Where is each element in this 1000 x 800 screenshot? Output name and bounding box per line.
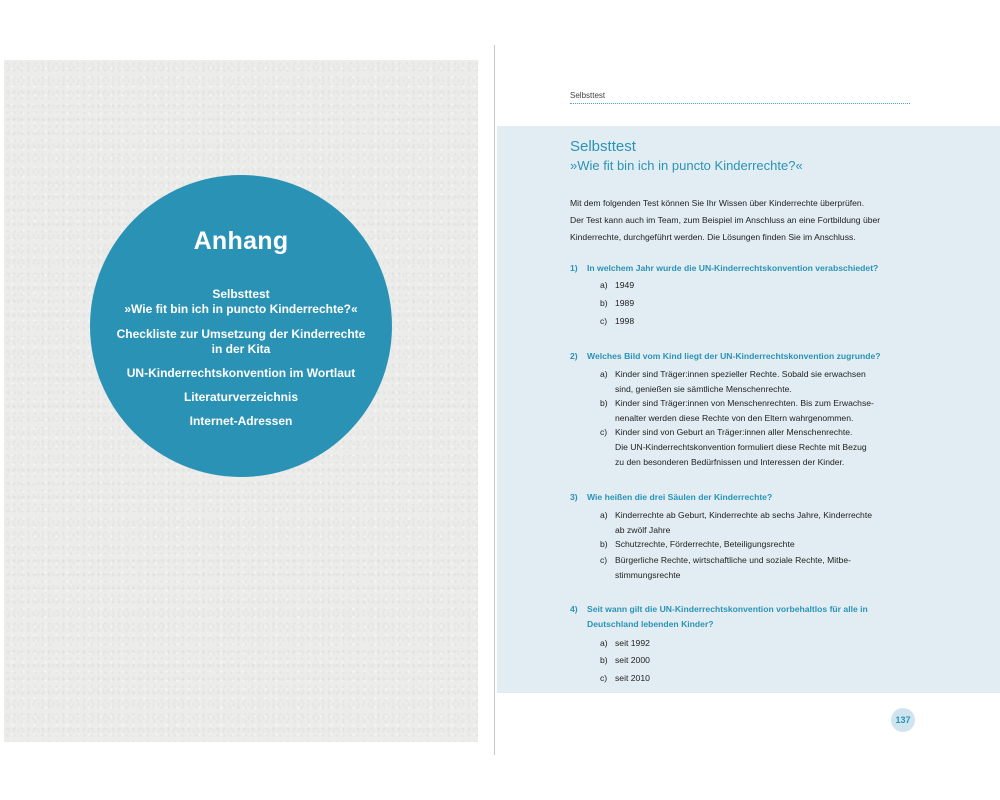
header-dotted-rule bbox=[570, 103, 910, 104]
appendix-circle bbox=[90, 175, 392, 477]
answer-text: seit 2010 bbox=[615, 673, 650, 683]
answer-text: Kinder sind von Geburt an Träger:innen aller Menschenrechte. Die UN-Kinderrechtskonvention formuliert diese Rechte mit Bezug zu den besonderen Bedürfnissen und Interessen der Kinder. bbox=[615, 427, 867, 467]
book-spine-divider bbox=[494, 45, 495, 755]
answer-letter: b) bbox=[600, 655, 608, 665]
answer-letter: c) bbox=[600, 316, 608, 326]
left-page-paper bbox=[4, 60, 478, 742]
answer-text: 1949 bbox=[615, 280, 635, 290]
answer-letter: b) bbox=[600, 398, 608, 408]
toc-item-internet: Internet-Adressen bbox=[189, 414, 293, 428]
answer-text: Kinder sind Träger:innen von Menschenrechten. Bis zum Erwachse- nenalter werden diese Rechte von den Eltern wahrgenommen. bbox=[615, 398, 874, 423]
question-text: Wie heißen die drei Säulen der Kinderrechte? bbox=[587, 492, 773, 502]
appendix-title: Anhang bbox=[193, 227, 289, 255]
answer-text: seit 1992 bbox=[615, 638, 650, 648]
answer-text: seit 2000 bbox=[615, 655, 650, 665]
answer-letter: a) bbox=[600, 369, 608, 379]
toc-item-checkliste: Checkliste zur Umsetzung der Kinderrechte in der Kita bbox=[116, 327, 366, 356]
question-number: 1) bbox=[570, 263, 578, 273]
question-text: Welches Bild vom Kind liegt der UN-Kinderrechtskonvention zugrunde? bbox=[587, 351, 881, 361]
answer-letter: b) bbox=[600, 539, 608, 549]
toc-item-konvention: UN-Kinderrechtskonvention im Wortlaut bbox=[126, 366, 356, 380]
answer-letter: a) bbox=[600, 280, 608, 290]
intro-line: Mit dem folgenden Test können Sie Ihr Wissen über Kinderrechte überprüfen. bbox=[570, 198, 865, 208]
answer-letter: c) bbox=[600, 427, 608, 437]
answer-text: Bürgerliche Rechte, wirtschaftliche und soziale Rechte, Mitbe- stimmungsrechte bbox=[615, 555, 851, 580]
question-text: Seit wann gilt die UN-Kinderrechtskonvention vorbehaltlos für alle in Deutschland lebenden Kinder? bbox=[587, 604, 868, 629]
appendix-toc bbox=[90, 287, 392, 429]
intro-paragraph bbox=[570, 195, 915, 246]
running-head: Selbsttest bbox=[570, 91, 606, 100]
answer-text: Kinderrechte ab Geburt, Kinderrechte ab sechs Jahre, Kinderrechte ab zwölf Jahre bbox=[615, 510, 873, 535]
answer-letter: b) bbox=[600, 298, 608, 308]
answer-letter: c) bbox=[600, 673, 608, 683]
question-number: 4) bbox=[570, 604, 578, 614]
section-subtitle: »Wie fit bin ich in puncto Kinderrechte?« bbox=[570, 158, 803, 173]
question-text: In welchem Jahr wurde die UN-Kinderrechtskonvention verabschiedet? bbox=[587, 263, 879, 273]
answer-text: 1998 bbox=[615, 316, 635, 326]
answer-text: Kinder sind Träger:innen spezieller Rechte. Sobald sie erwachsen sind, genießen sie sämtliche Menschenrechte. bbox=[615, 369, 866, 394]
page-number-badge: 137 bbox=[891, 708, 915, 732]
answer-letter: c) bbox=[600, 555, 608, 565]
answer-text: Schutzrechte, Förderrechte, Beteiligungsrechte bbox=[615, 539, 795, 549]
intro-line: Kinderrechte, durchgeführt werden. Die Lösungen finden Sie im Anschluss. bbox=[570, 232, 856, 242]
section-title: Selbsttest bbox=[570, 138, 636, 155]
answer-letter: a) bbox=[600, 638, 608, 648]
answer-letter: a) bbox=[600, 510, 608, 520]
question-number: 3) bbox=[570, 492, 578, 502]
toc-item-selbsttest: Selbsttest »Wie fit bin ich in puncto Kinderrechte?« bbox=[124, 287, 358, 316]
answer-text: 1989 bbox=[615, 298, 635, 308]
toc-item-literatur: Literaturverzeichnis bbox=[183, 390, 299, 404]
intro-line: Der Test kann auch im Team, zum Beispiel im Anschluss an eine Fortbildung über bbox=[570, 215, 881, 225]
question-number: 2) bbox=[570, 351, 578, 361]
